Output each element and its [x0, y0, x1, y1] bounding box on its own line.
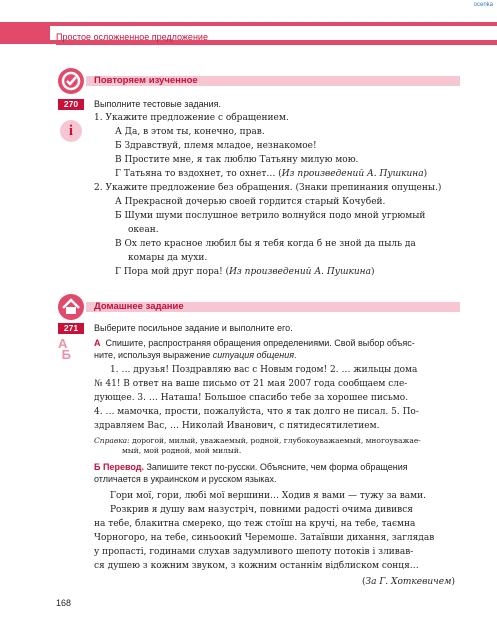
text-line: № 41! В ответ на ваше письмо от 21 мая 2007 года сообщаем сле- — [94, 379, 408, 389]
task-a-line2-end: . — [294, 350, 297, 360]
text-line: 4. … мамочка, прости, пожалуйста, что я так долго не писал. 5. По- — [94, 407, 419, 417]
reference-label: Справка: — [94, 436, 130, 445]
task-a-text: Спишите, распространяя обращения определениями. Свой выбор объяс- — [105, 338, 415, 348]
answer-2a: А Прекрасной дочерью своей гордится старый Кочубей. — [115, 197, 386, 207]
answer-1d — [115, 169, 427, 180]
text-line: 1. … друзья! Поздравляю вас с Новым годом! 2. … жильцы дома — [110, 365, 418, 375]
task-b-line2: отличается в украинском и русском языках. — [94, 474, 277, 484]
task-a-line2 — [94, 350, 297, 361]
task-a-line1 — [94, 338, 415, 349]
task-a-line2-text: ните, используя выражение — [94, 350, 213, 360]
header-rule — [56, 44, 497, 45]
ukrainian-text-line: Розкрив я душу вам назустріч, повними радості очима дивився — [110, 505, 413, 515]
house-icon — [58, 294, 84, 320]
answer-1b: Б Здравствуй, племя младое, незнакомое! — [115, 141, 317, 151]
abc-icon: А Б — [58, 336, 71, 362]
task-a-label: А — [94, 338, 101, 348]
section-title: Повторяем изученное — [94, 75, 198, 86]
section-title: Домашнее задание — [94, 301, 184, 312]
text-line: здравляем Вас, … Николай Иванович, с пятидесятилетием. — [94, 421, 380, 431]
answer-2b-line2: океан. — [128, 225, 159, 235]
ukrainian-text-line: Чорногоро, на тебе, синьоокий Черемоше. Затаївши дихання, заглядав — [94, 533, 435, 543]
header-left-block — [0, 22, 50, 44]
exercise-task: Выберите посильное задание и выполните его. — [94, 323, 293, 333]
task-b-text: Запишите текст по-русски. Объясните, чем форма обращения — [143, 462, 408, 472]
answer-1c: В Простите мне, я так люблю Татьяну милую мою. — [115, 155, 359, 165]
answer-1d-end: ) — [423, 169, 428, 179]
question-1: 1. Укажите предложение с обращением. — [94, 113, 289, 123]
exercise-number: 270 — [58, 99, 84, 110]
task-b-label: Б Перевод. — [94, 462, 144, 472]
answer-2d — [115, 267, 374, 278]
answer-1d-text: Г Татьяна то вздохнет, то охнет… ( — [115, 169, 282, 179]
task-a-term: ситуация общения — [212, 350, 295, 360]
ukrainian-text-line: у пропасті, годинами слухав задумливого шепоту потоків і зливав- — [94, 547, 414, 557]
answer-1d-source: Из произведений А. Пушкина — [281, 169, 424, 179]
check-circle-icon — [58, 68, 84, 94]
text-line: дующее. 3. … Наташа! Большое спасибо тебе за хорошее письмо. — [94, 393, 409, 403]
answer-2d-end: ) — [370, 267, 375, 277]
answer-2b-line1: Б Шуми шуми послушное ветрило волнуйся подо мной угрюмый — [115, 211, 426, 221]
answer-2d-text: Г Пора мой друг пора! ( — [115, 267, 230, 277]
question-2: 2. Укажите предложение без обращения. (Знаки препинания опущены.) — [94, 183, 442, 193]
source-author: За Г. Хоткевичем — [365, 577, 452, 587]
reference-text: дорогой, милый, уважаемый, родной, глубокоуважаемый, многоуважае- — [129, 436, 421, 445]
answer-2c-line1: В Ох лето красное любил бы я тебя когда б не зной да пыль да — [115, 239, 416, 249]
page-number: 168 — [56, 598, 72, 608]
answer-2d-source: Из произведений А. Пушкина — [229, 267, 371, 277]
ukrainian-text-source — [362, 577, 455, 588]
exercise-number: 271 — [58, 323, 84, 334]
reference-line2: мый, мой родной, мой милый. — [122, 446, 242, 455]
answer-1a: А Да, в этом ты, конечно, прав. — [115, 127, 265, 137]
info-icon: i — [60, 120, 82, 142]
reference-line1 — [94, 436, 421, 445]
exercise-task: Выполните тестовые задания. — [94, 99, 221, 109]
source-close: ) — [451, 577, 456, 587]
ukrainian-text-line: Гори мої, гори, любі мої вершини… Ходив я вами — тужу за вами. — [110, 491, 427, 501]
publisher-logo: ocenka — [473, 2, 493, 8]
header-title: Простое осложненное предложение — [56, 32, 208, 42]
ukrainian-text-line: ся душею з кожним звуком, з кожним останнім відблиском сонця… — [94, 561, 419, 571]
answer-2c-line2: комары да мухи. — [128, 253, 208, 263]
source-open: ( — [362, 577, 366, 587]
task-b-line1 — [94, 462, 408, 473]
ukrainian-text-line: на тебе, блакитна смереко, що теж стоїш на кручі, на тебе, таємна — [94, 519, 416, 529]
